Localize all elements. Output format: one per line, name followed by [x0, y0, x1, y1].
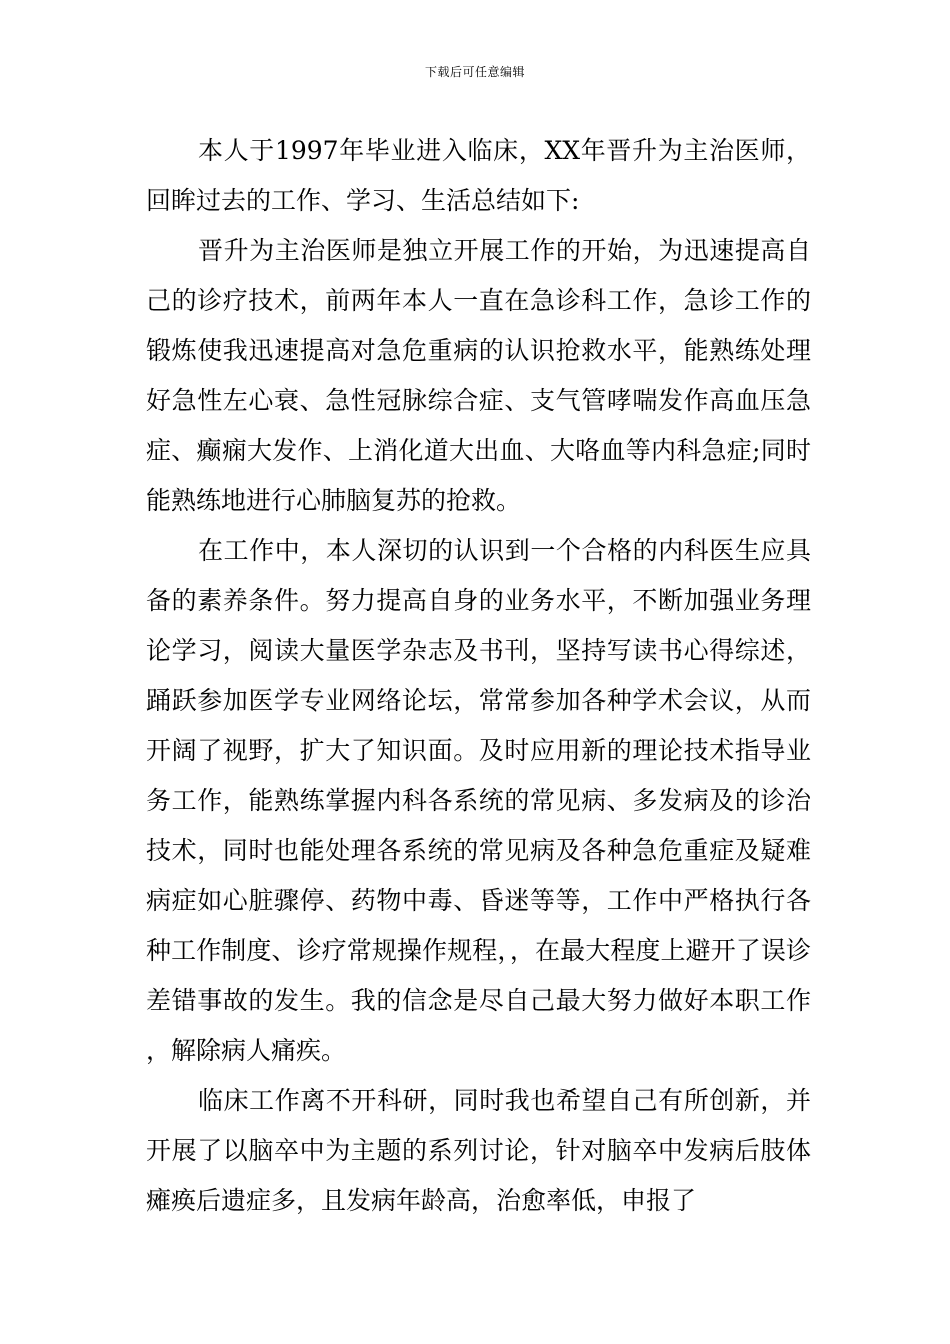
paragraph-emergency-work: 晋升为主治医师是独立开展工作的开始，为迅速提高自己的诊疗技术，前两年本人一直在急诊科工作，急诊工作的锻炼使我迅速提高对急危重病的认识抢救水平，能熟练处理好急性左心衰、急性冠脉综合症、支气管哮喘发作高血压急症、癫痫大发作、上消化道大出血、大咯血等内科急症;同时能熟练地进行心肺脑复苏的抢救。: [146, 236, 811, 515]
paragraph-professional-development: 在工作中，本人深切的认识到一个合格的内科医生应具备的素养条件。努力提高自身的业务水平，不断加强业务理论学习，阅读大量医学杂志及书刊，坚持写读书心得综述，踊跃参加医学专业网络论坛，常常参加各种学术会议，从而开阔了视野，扩大了知识面。及时应用新的理论技术指导业务工作，能熟练掌握内科各系统的常见病、多发病及的诊治技术，同时也能处理各系统的常见病及各种急危重症及疑难病症如心脏骤停、药物中毒、昏迷等等，工作中严格执行各种工作制度、诊疗常规操作规程，，在最大程度上避开了误诊差错事故的发生。我的信念是尽自己最大努力做好本职工作，解除病人痛疾。: [146, 536, 811, 1065]
page-header: 下载后可任意编辑: [424, 65, 525, 79]
paragraph-intro: 本人于1997年毕业进入临床，XX年晋升为主治医师，回眸过去的工作、学习、生活总结如下:: [146, 136, 811, 215]
paragraph-research: 临床工作离不开科研，同时我也希望自己有所创新，并开展了以脑卒中为主题的系列讨论，针对脑卒中发病后肢体瘫痪后遗症多，且发病年龄高，治愈率低，申报了: [146, 1086, 811, 1215]
document-body: [146, 126, 811, 1226]
